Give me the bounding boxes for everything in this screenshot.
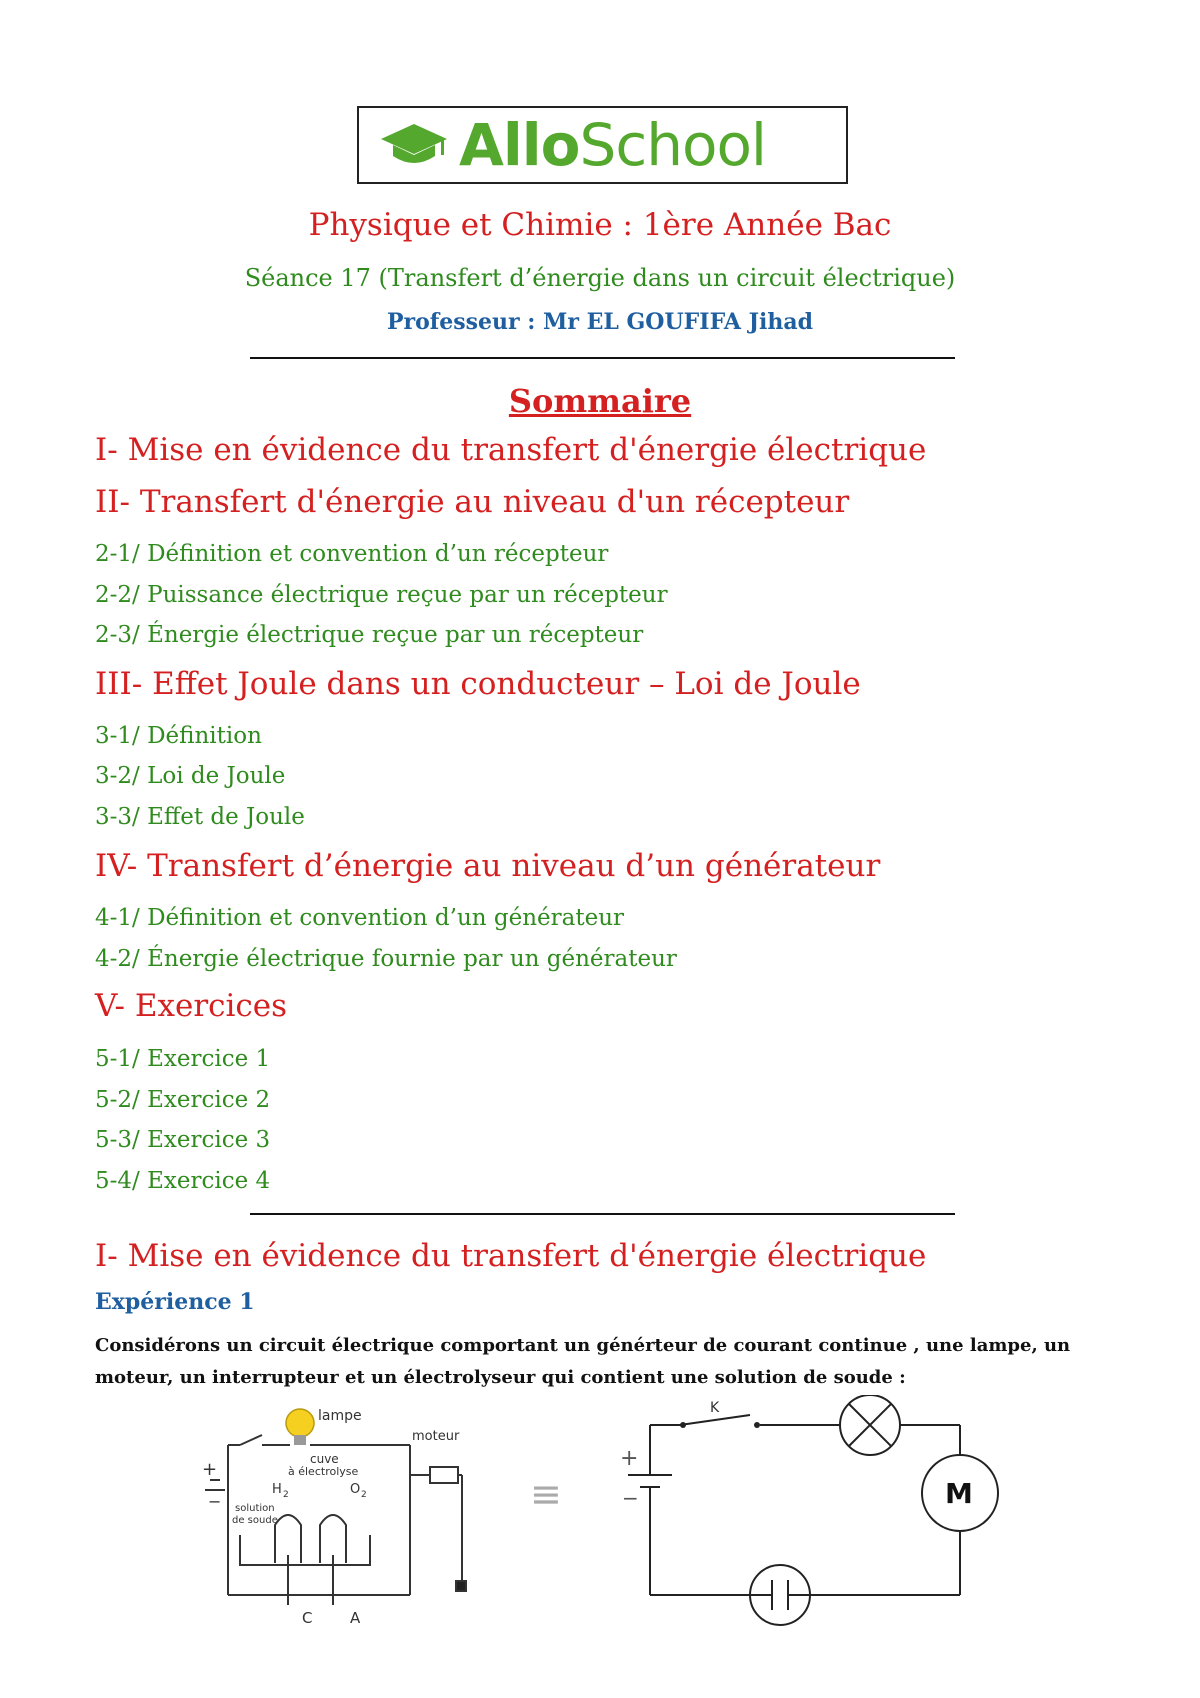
graduation-cap-icon bbox=[379, 122, 449, 168]
toc-subitem[interactable]: 5-2/ Exercice 2 bbox=[95, 1087, 271, 1113]
label-moteur: moteur bbox=[412, 1429, 460, 1444]
label-de-soude: de soude bbox=[232, 1515, 278, 1526]
toc-subitem[interactable]: 4-2/ Énergie électrique fournie par un générateur bbox=[95, 946, 677, 972]
section-heading: I- Mise en évidence du transfert d'énergie électrique bbox=[95, 1238, 927, 1274]
label-lampe: lampe bbox=[318, 1408, 362, 1424]
label-h2: H bbox=[272, 1482, 282, 1497]
toc-subitem[interactable]: 3-3/ Effet de Joule bbox=[95, 804, 305, 830]
paragraph-line: moteur, un interrupteur et un électrolyseur qui contient une solution de soude : bbox=[95, 1367, 906, 1388]
equivalence-sign: ≡ bbox=[530, 1472, 562, 1516]
toc-subitem[interactable]: 3-1/ Définition bbox=[95, 723, 262, 749]
logo-brand-regular: School bbox=[579, 111, 767, 179]
paragraph-line: Considérons un circuit électrique comportant un générteur de courant continue , une lampe, un bbox=[95, 1335, 1071, 1356]
logo-brand-bold: Allo bbox=[459, 111, 580, 179]
toc-subitem[interactable]: 2-1/ Définition et convention d’un récepteur bbox=[95, 541, 609, 567]
experiment-paragraph bbox=[95, 1330, 1105, 1394]
label-solution: solution bbox=[235, 1503, 275, 1514]
label-electrolyse: à électrolyse bbox=[288, 1465, 359, 1478]
experiment-heading: Expérience 1 bbox=[95, 1289, 255, 1315]
logo-text bbox=[459, 110, 766, 180]
toc-subitem[interactable]: 2-3/ Énergie électrique reçue par un récepteur bbox=[95, 622, 644, 648]
schematic-circuit bbox=[628, 1395, 998, 1625]
toc-item[interactable]: I- Mise en évidence du transfert d'énergie électrique bbox=[95, 432, 927, 468]
label-a: A bbox=[350, 1609, 361, 1627]
professor-line: Professeur : Mr EL GOUFIFA Jihad bbox=[386, 309, 814, 335]
toc-subitem[interactable]: 5-1/ Exercice 1 bbox=[95, 1046, 271, 1072]
toc-subitem[interactable]: 5-4/ Exercice 4 bbox=[95, 1168, 271, 1194]
label-o2-sub: 2 bbox=[361, 1490, 367, 1500]
toc-item[interactable]: II- Transfert d'énergie au niveau d'un récepteur bbox=[95, 484, 850, 520]
summary-heading: Sommaire bbox=[508, 382, 692, 420]
motor-m-label: M bbox=[945, 1477, 973, 1510]
label-h2-sub: 2 bbox=[283, 1490, 289, 1500]
toc-subitem[interactable]: 4-1/ Définition et convention d’un générateur bbox=[95, 905, 625, 931]
circuit-diagram bbox=[180, 1395, 1040, 1635]
toc-item[interactable]: III- Effet Joule dans un conducteur – Loi de Joule bbox=[95, 666, 861, 702]
toc-item[interactable]: IV- Transfert d’énergie au niveau d’un générateur bbox=[95, 848, 881, 884]
lamp-icon bbox=[286, 1409, 314, 1445]
label-plus-left: + bbox=[202, 1459, 218, 1480]
label-o2: O bbox=[350, 1482, 361, 1497]
toc-subitem[interactable]: 5-3/ Exercice 3 bbox=[95, 1127, 271, 1153]
divider-top bbox=[250, 357, 955, 359]
label-minus-right: − bbox=[622, 1486, 639, 1510]
document-title: Physique et Chimie : 1ère Année Bac bbox=[308, 207, 892, 243]
label-cuve: cuve bbox=[310, 1452, 339, 1466]
divider-bottom bbox=[250, 1213, 955, 1215]
switch-contact bbox=[680, 1422, 686, 1428]
label-k: K bbox=[710, 1400, 720, 1416]
label-minus-left: − bbox=[208, 1492, 222, 1511]
alloschool-logo bbox=[357, 106, 848, 184]
toc-subitem[interactable]: 2-2/ Puissance électrique reçue par un récepteur bbox=[95, 582, 668, 608]
toc-subitem[interactable]: 3-2/ Loi de Joule bbox=[95, 763, 286, 789]
label-c: C bbox=[302, 1609, 313, 1627]
label-plus-right: + bbox=[620, 1446, 639, 1471]
session-subtitle: Séance 17 (Transfert d’énergie dans un circuit électrique) bbox=[244, 264, 956, 292]
switch-contact bbox=[754, 1422, 760, 1428]
toc-item[interactable]: V- Exercices bbox=[95, 988, 288, 1024]
